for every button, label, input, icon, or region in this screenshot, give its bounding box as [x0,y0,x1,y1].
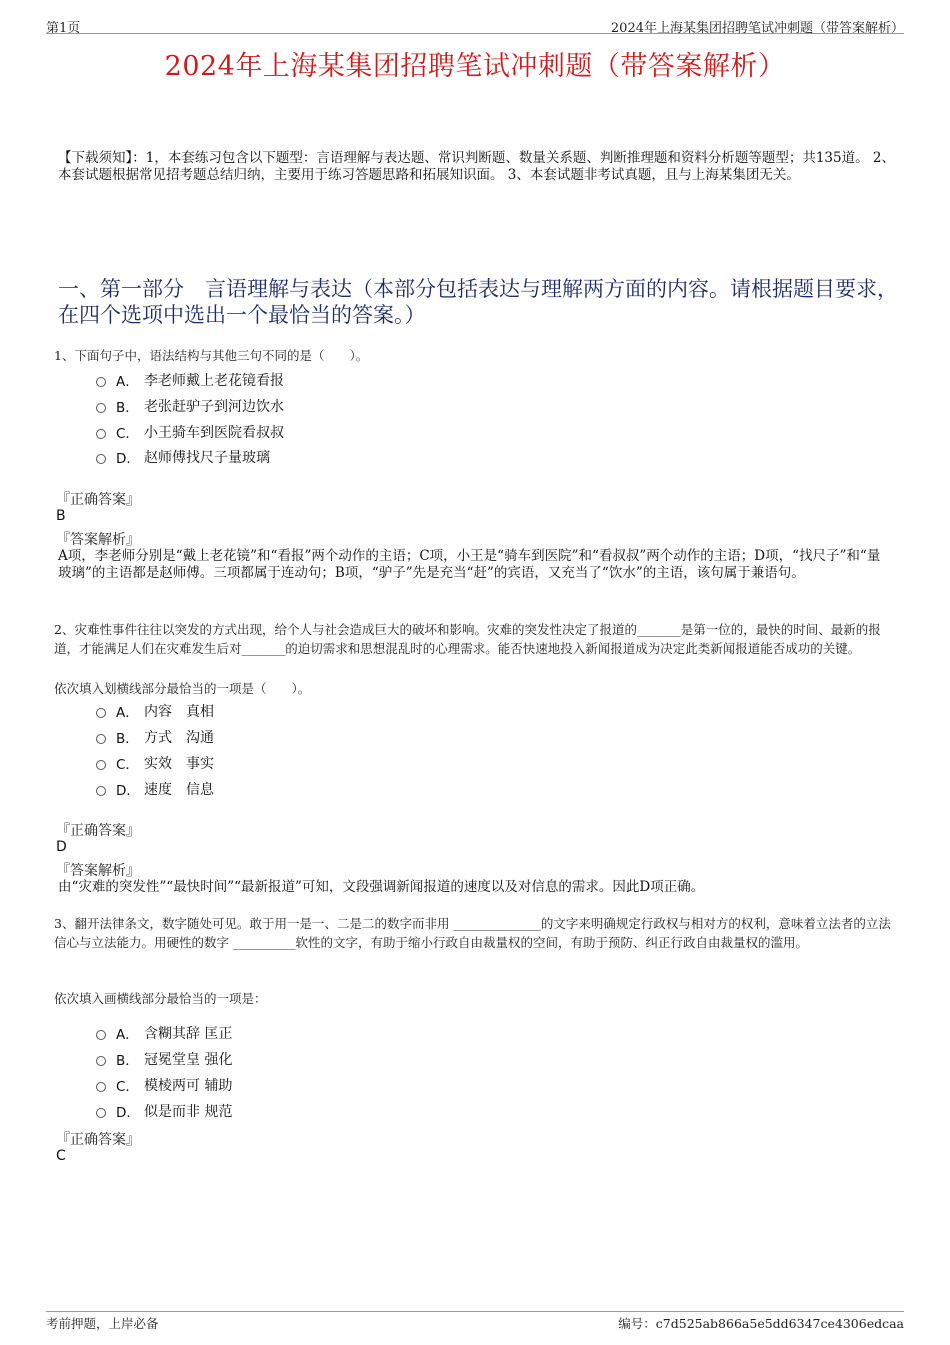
question-2-prompt: 依次填入划横线部分最恰当的一项是（ ）。 [54,681,311,696]
option-text: 老张赶驴子到河边饮水 [144,399,284,415]
option-letter: C． [116,757,139,773]
question-3-stem: 3、翻开法律条文，数字随处可见。敢于用一是一、二是二的数字而非用 ______________的文字来明确规定行政权与相对方的权利，意味着立法者的立法信心与立法能力。用硬性的数字 __________软性的文字，有助于缩小行政自由裁量权的空间，有助于预防、纠正行政自由裁量权的滥用。 [54,916,891,950]
section-title: 一、第一部分 言语理解与表达（本部分包括表达与理解两方面的内容。请根据题目要求，在四个选项中选出一个最恰当的答案。） [58,277,898,327]
option-text: 小王骑车到医院看叔叔 [144,425,284,441]
option-text: 冠冕堂皇 强化 [144,1052,233,1068]
radio-icon[interactable] [96,734,106,744]
question-2-stem: 2、灾难性事件往往以突发的方式出现，给个人与社会造成巨大的破坏和影响。灾难的突发性决定了报道的_______是第一位的，最快的时间、最新的报道，才能满足人们在灾难发生后对_______的迫切需求和思想混乱时的心理需求。能否快速地投入新闻报道成为决定此类新闻报道能否成功的关键。 [54,622,881,656]
option-letter: B． [116,400,139,416]
q2-answer-label: 『正确答案』 [56,823,140,839]
q2-analysis-text: 由“灾难的突发性”“最快时间”“最新报道”可知，文段强调新闻报道的速度以及对信息的需求。因此D项正确。 [58,879,705,895]
q2-option-b[interactable] [96,727,214,747]
footer-divider [46,1311,904,1312]
q1-option-b[interactable] [96,396,284,416]
option-text: 实效 事实 [144,756,214,772]
radio-icon[interactable] [96,786,106,796]
q2-option-d[interactable] [96,779,214,799]
option-letter: C． [116,1079,139,1095]
footer-doc-id: 编号：c7d525ab866a5e5dd6347ce4306edcaa [618,1316,904,1331]
question-1-stem: 1、下面句子中，语法结构与其他三句不同的是（ ）。 [54,348,369,363]
option-text: 方式 沟通 [144,730,214,746]
option-letter: A． [116,705,139,721]
q2-analysis-label: 『答案解析』 [56,863,140,879]
q3-option-c[interactable] [96,1075,232,1095]
page-title: 2024年上海某集团招聘笔试冲刺题（带答案解析） [164,51,786,82]
q3-answer-value: C [56,1148,66,1164]
option-letter: C． [116,426,139,442]
option-letter: D． [116,783,140,799]
radio-icon[interactable] [96,403,106,413]
radio-icon[interactable] [96,1030,106,1040]
radio-icon[interactable] [96,454,106,464]
option-letter: A． [116,1027,139,1043]
q1-answer-value: B [56,508,66,524]
option-letter: D． [116,1105,140,1121]
option-letter: A． [116,374,139,390]
radio-icon[interactable] [96,1056,106,1066]
q1-answer-label: 『正确答案』 [56,492,140,508]
option-text: 含糊其辞 匡正 [144,1026,233,1042]
q1-option-d[interactable] [96,447,270,467]
q1-analysis-text: A项，李老师分别是“戴上老花镜”和“看报”两个动作的主语；C项，小王是“骑车到医院”和“看叔叔”两个动作的主语；D项，“找尺子”和“量玻璃”的主语都是赵师傅。三项都属于连动句；B项，“驴子”先是充当“赶”的宾语，又充当了“饮水”的主语，该句属于兼语句。 [58,548,881,581]
option-text: 李老师戴上老花镜看报 [144,373,284,389]
page-number: 第1页 [46,21,81,36]
header-divider [46,33,904,34]
radio-icon[interactable] [96,377,106,387]
radio-icon[interactable] [96,1082,106,1092]
q1-option-c[interactable] [96,422,284,442]
radio-icon[interactable] [96,760,106,770]
q3-option-a[interactable] [96,1023,232,1043]
option-text: 似是而非 规范 [144,1104,233,1120]
radio-icon[interactable] [96,429,106,439]
radio-icon[interactable] [96,1108,106,1118]
option-letter: B． [116,731,139,747]
header-doc-title: 2024年上海某集团招聘笔试冲刺题（带答案解析） [610,21,904,36]
radio-icon[interactable] [96,708,106,718]
option-text: 内容 真相 [144,704,214,720]
option-letter: D． [116,451,140,467]
option-letter: B． [116,1053,139,1069]
q3-option-b[interactable] [96,1049,232,1069]
option-text: 速度 信息 [144,782,214,798]
q2-option-c[interactable] [96,753,214,773]
download-notice: 【下载须知】：1，本套练习包含以下题型：言语理解与表达题、常识判断题、数量关系题、判断推理题和资料分析题等题型；共135道。 2、本套试题根据常见招考题总结归纳，主要用于练习答题思路和拓展知识面。 3、本套试题非考试真题，且与上海某集团无关。 [58,150,895,183]
q1-option-a[interactable] [96,370,284,390]
question-3-prompt: 依次填入画横线部分最恰当的一项是： [54,991,267,1006]
q3-answer-label: 『正确答案』 [56,1132,140,1148]
option-text: 赵师傅找尺子量玻璃 [144,450,270,466]
q2-option-a[interactable] [96,701,214,721]
q2-answer-value: D [56,839,67,855]
q3-option-d[interactable] [96,1101,232,1121]
q1-analysis-label: 『答案解析』 [56,532,140,548]
footer-slogan: 考前押题，上岸必备 [46,1316,159,1331]
option-text: 模棱两可 辅助 [144,1078,233,1094]
